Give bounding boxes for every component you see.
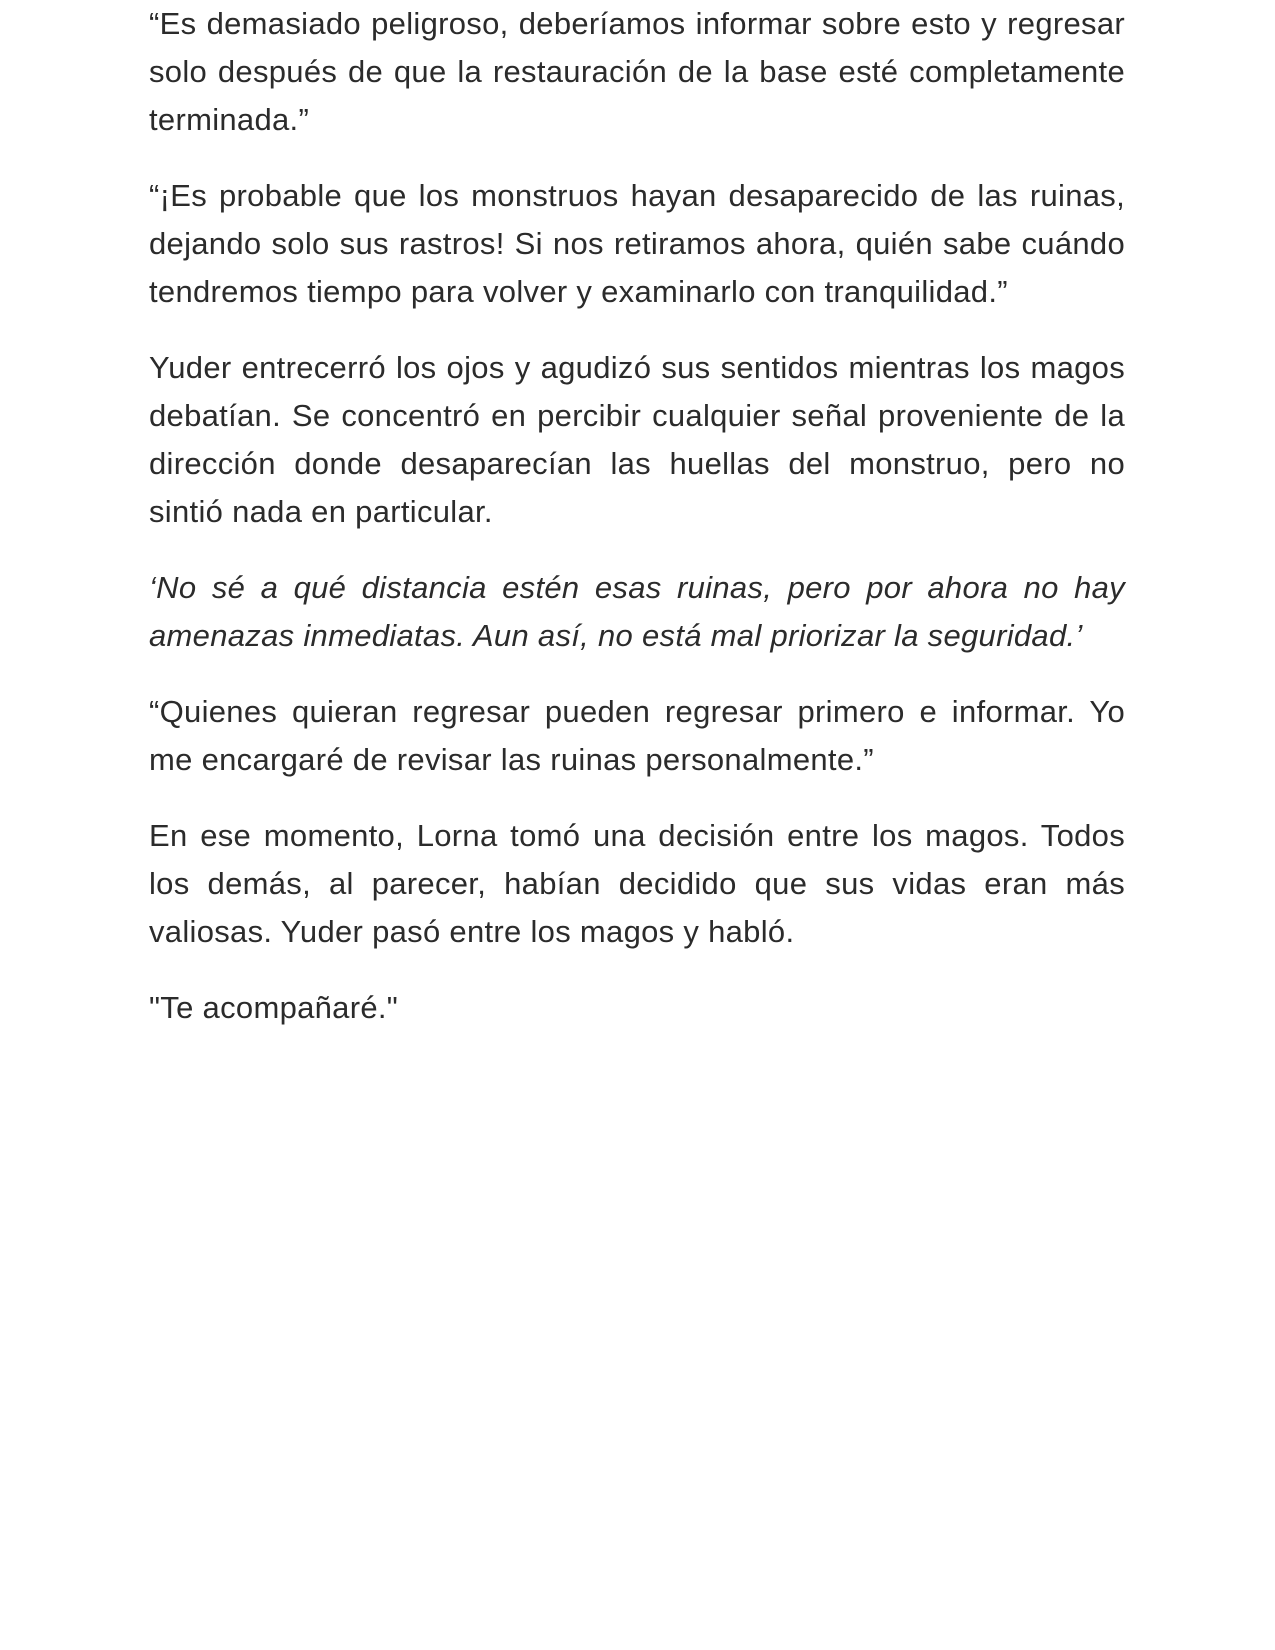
paragraph-3: Yuder entrecerró los ojos y agudizó sus sentidos mientras los magos debatían. Se concentró en percibir cualquier señal proveniente de la dirección donde desaparecían las huellas del monstruo, pero no sintió nada en particular. <box>149 350 1125 529</box>
paragraph-2: “¡Es probable que los monstruos hayan desaparecido de las ruinas, dejando solo sus rastros! Si nos retiramos ahora, quién sabe cuándo tendremos tiempo para volver y examinarlo con tranquilidad.” <box>149 178 1125 309</box>
paragraph-7: "Te acompañaré." <box>149 990 399 1025</box>
paragraph-6: En ese momento, Lorna tomó una decisión entre los magos. Todos los demás, al parecer, habían decidido que sus vidas eran más valiosas. Yuder pasó entre los magos y habló. <box>149 818 1125 949</box>
document-page <box>149 0 1125 1060</box>
paragraph-5: “Quienes quieran regresar pueden regresar primero e informar. Yo me encargaré de revisar las ruinas personalmente.” <box>149 694 1125 777</box>
paragraph-1: “Es demasiado peligroso, deberíamos informar sobre esto y regresar solo después de que la restauración de la base esté completamente terminada.” <box>149 6 1125 137</box>
paragraph-4-thought: ‘No sé a qué distancia estén esas ruinas, pero por ahora no hay amenazas inmediatas. Aun así, no está mal priorizar la seguridad.’ <box>149 570 1125 653</box>
